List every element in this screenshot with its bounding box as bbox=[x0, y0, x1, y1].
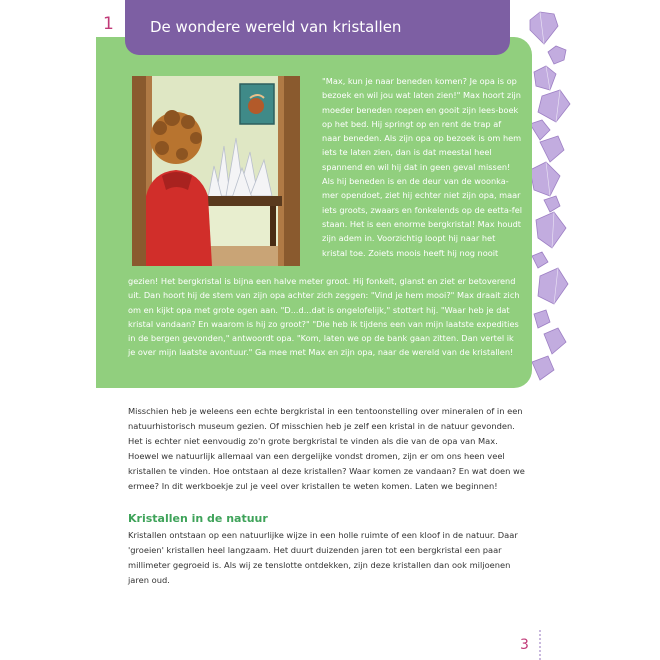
section-heading: Kristallen in de natuur bbox=[128, 512, 268, 525]
footer-divider bbox=[539, 630, 541, 660]
page-number: 3 bbox=[520, 637, 529, 653]
chapter-number: 1 bbox=[103, 14, 114, 34]
intro-paragraph: Misschien heb je weleens een echte bergkristal in een tentoonstelling over mineralen of in een natuurhistorisch museum gezien. Of misschien heb je zelf een kristal in de natuur gevonden. Het is echter niet eenvoudig zo'n grote bergkristal te vinden als die van de opa van Max. Hoewel we natuurlijk allemaal van een dergelijke vondst dromen, zijn er om ons heen veel kristallen te vinden. Hoe ontstaan al deze kristallen? Waar komen ze vandaan? En wat doen we ermee? In dit werkboekje zul je veel over kristallen te weten komen. Laten we beginnen! bbox=[128, 406, 525, 491]
page-title: De wondere wereld van kristallen bbox=[150, 18, 402, 36]
story-paragraph-right: "Max, kun je naar beneden komen? Je opa is op bezoek en wil jou wat laten zien!" Max hoort zijn moeder beneden roepen en gooit zijn lees-boek op het bed. Hij springt op en rent de trap af naar beneden. Als zijn opa op bezoek is om hem iets te laten zien, dan is dat meestal heel spannend en wil hij dat in geen geval missen! Als hij beneden is en de deur van de woonka-mer opendoet, ziet hij echter niet zijn opa, maar iets groots, zwaars en fonkelends op de eetta-fel staan. Het is een enorme bergkristal! Max houdt zijn adem in. Voorzichtig loopt hij naar het kristal toe. Zoiets moois heeft hij nog nooit bbox=[322, 76, 523, 258]
gem-decoration bbox=[520, 0, 660, 400]
story-paragraph-full: gezien! Het bergkristal is bijna een halve meter groot. Hij fonkelt, glanst en ziet er betoverend uit. Dan hoort hij de stem van zijn opa achter zich zeggen: "Vind je hem mooi?" Max draait zich om en kijkt opa met grote ogen aan. "D...d...dat is ongelofelijk," stottert hij. "Waar heb je dat kristal vandaan? En waarom is hij zo groot?" "Die heb ik tijdens een van mijn laatste expedities in de bergen gevonden," antwoordt opa. "Kom, laten we op de bank gaan zitten. Dan vertel ik je over mijn laatste avontuur." Ga mee met Max en zijn opa, naar de wereld van de kristallen! bbox=[128, 276, 520, 358]
section-paragraph: Kristallen ontstaan op een natuurlijke wijze in een holle ruimte of een kloof in de natuur. Daar 'groeien' kristallen heel langzaam. Het duurt duizenden jaren tot een bergkristal een paar millimeter gegroeid is. Als wij ze tenslotte ontdekken, zijn deze kristallen dan ook miljoenen jaren oud. bbox=[128, 530, 518, 585]
title-bar bbox=[125, 0, 510, 55]
boy-looking-at-crystal-illustration bbox=[132, 76, 300, 266]
